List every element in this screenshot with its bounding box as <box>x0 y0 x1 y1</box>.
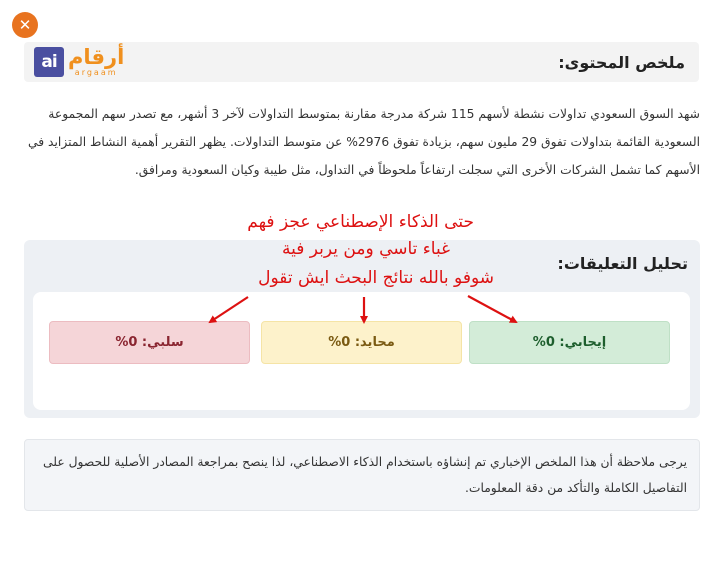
content-summary-title: ملخص المحتوى: <box>558 52 685 72</box>
sentiment-card <box>33 292 690 410</box>
logo-ai-badge: ai <box>34 47 64 77</box>
annotation-line-1: حتى الذكاء الإصطناعي عجز فهم <box>247 212 474 232</box>
close-icon[interactable]: ✕ <box>18 15 32 34</box>
logo-arabic-text: أرقام <box>68 45 125 69</box>
logo-wordmark <box>68 47 124 77</box>
close-button[interactable] <box>12 12 38 38</box>
annotation-line-2: غباء تاسي ومن يربر فية <box>282 239 450 259</box>
logo-latin-text: argaam <box>74 68 118 77</box>
comments-analysis-title: تحليل التعليقات: <box>557 254 688 273</box>
sentiment-neutral: محايد: 0% <box>261 321 462 364</box>
annotation-line-3: شوفو بالله نتائج البحث ايش تقول <box>258 268 494 288</box>
sentiment-negative: سلبي: 0% <box>49 321 250 364</box>
content-summary-header <box>24 42 699 82</box>
sentiment-positive: إيجابي: 0% <box>469 321 670 364</box>
summary-paragraph: شهد السوق السعودي تداولات نشطة لأسهم 115 شركة مدرجة مقارنة بمتوسط التداولات لآخر 3 أشهر، مع تصدر سهم المجموعة السعودية القائمة بتداولات تفوق 29 مليون سهم، بزيادة تفوق 2976% عن متوسط التداولات. يظهر التقرير أهمية النشاط المتزايد في الأسهم كما تشمل الشركات الأخرى التي سجلت ارتفاعاً ملحوظاً في التداول، مثل طيبة وكيان السعودية ومرافق. <box>28 107 700 177</box>
argaam-ai-logo <box>34 47 124 77</box>
ai-disclaimer-note: يرجى ملاحظة أن هذا الملخص الإخباري تم إنشاؤه باستخدام الذكاء الاصطناعي، لذا ينصح بمراجعة المصادر الأصلية للحصول على التفاصيل الكاملة والتأكد من دقة المعلومات. <box>24 439 700 511</box>
